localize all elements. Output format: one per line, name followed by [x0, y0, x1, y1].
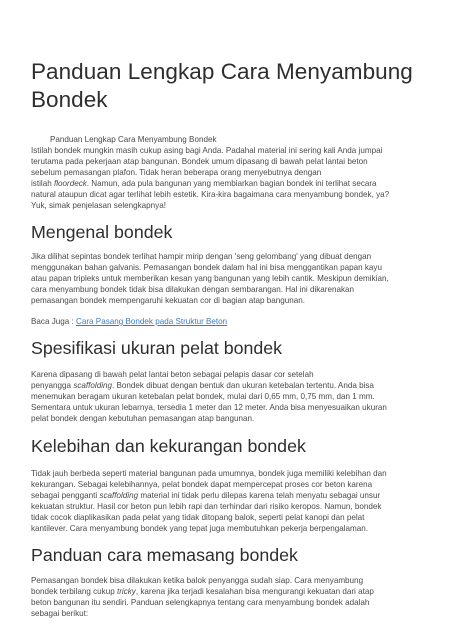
- section-heading-mengenal: Mengenal bondek: [31, 222, 173, 242]
- intro-first-line: Panduan Lengkap Cara Menyambung Bondek: [50, 135, 217, 144]
- body-line: Tidak jauh berbeda seperti material bangunan pada umumnya, bondek juga memiliki kelebihan dan: [31, 469, 387, 478]
- baca-juga-label: Baca Juga :: [31, 317, 76, 326]
- body-line: Pemasangan bondek bisa dilakukan ketika balok penyangga sudah siap. Cara menyambung: [31, 576, 364, 585]
- body-line: Sementara untuk ukuran lebarnya, tersedia 1 meter dan 12 meter. Anda bisa menyesuaikan ukuran: [31, 403, 387, 412]
- section-heading-panduan: Panduan cara memasang bondek: [31, 545, 298, 565]
- body-line: cara menyambung bondek tidak bisa dilakukan dengan sembarangan. Hal ini dikarenakan: [31, 285, 355, 294]
- body-line: Jika dilihat sepintas bondek terlihat hampir mirip dengan 'seng gelombang' yang dibuat dengan: [31, 252, 372, 261]
- intro-line: natural ataupun dicat agar terlihat lebih estetik. Kira-kira bagaimana cara menyambung bondek, ya?: [31, 190, 390, 199]
- body-line: pemasangan bondek mempengaruhi kekuatan cor di bagian atap bangunan.: [31, 296, 306, 305]
- section-body-mengenal: [31, 251, 443, 306]
- body-line: menemukan beragam ukuran ketebalan pelat bondek, mulai dari 0,65 mm, 0,75 mm, dan 1 mm.: [31, 392, 375, 401]
- section-heading-kelebihan: Kelebihan dan kekurangan bondek: [31, 436, 306, 456]
- intro-line: Yuk, simak penjelasan selengkapnya!: [31, 201, 166, 210]
- body-line: tidak cocok diaplikasikan pada pelat yang tidak ditopang balok, seperti pelat kanopi dan pelat: [31, 513, 365, 522]
- body-line: sebagai pengganti scaffolding material ini tidak perlu dilepas karena telah menyatu sebagai unsur: [31, 491, 381, 500]
- body-line: kekuatan struktur. Hasil cor beton pun lebih rapi dan terhindar dari risiko keropos. Namun, bondek: [31, 502, 382, 511]
- section-heading-spesifikasi: Spesifikasi ukuran pelat bondek: [31, 338, 283, 358]
- body-line: menggunakan bahan galvanis. Pemasangan bondek dalam hal ini bisa menggantikan papan kayu: [31, 263, 382, 272]
- page-title: Panduan Lengkap Cara Menyambung Bondek: [31, 59, 413, 112]
- body-line: kantilever. Cara menyambung bondek yang tepat juga membutuhkan pekerja berpengalaman.: [31, 524, 369, 533]
- body-line: penyangga scaffolding. Bondek dibuat dengan bentuk dan ukuran ketebalan tertentu. Anda bisa: [31, 381, 374, 390]
- intro-line: sebelum pemasangan plafon. Tidak heran beberapa orang menyebutnya dengan: [31, 168, 322, 177]
- baca-juga: [31, 316, 443, 327]
- body-line: kekurangan. Sebagai kelebihannya, pelat bondek dapat mempercepat proses cor beton karena: [31, 480, 373, 489]
- body-line: pelat bondek dengan kebutuhan pemasangan atap bangunan.: [31, 414, 255, 423]
- body-line: atau papan tripleks untuk memberikan kesan yang bangunan yang lebih cantik. Meskipun demikian,: [31, 274, 389, 283]
- baca-juga-link[interactable]: Cara Pasang Bondek pada Struktur Beton: [76, 317, 228, 326]
- body-line: beton bangunan itu sendiri. Panduan selengkapnya tentang cara menyambung bondek adalah: [31, 598, 370, 607]
- body-line: sebagai berikut:: [31, 609, 89, 618]
- intro-paragraph: [31, 134, 443, 211]
- body-line: Karena dipasang di bawah pelat lantai beton sebagai pelapis dasar cor setelah: [31, 370, 314, 379]
- intro-line: istilah floordeck. Namun, ada pula bangunan yang membiarkan bagian bondek ini terlihat secara: [31, 179, 377, 188]
- section-body-kelebihan: [31, 468, 443, 534]
- section-body-spesifikasi: [31, 369, 443, 424]
- body-line: bondek terbilang cukup tricky, karena jika terjadi kesalahan bisa mengurangi kekuatan dari atap: [31, 587, 374, 596]
- section-body-panduan: [31, 575, 443, 619]
- intro-line: Istilah bondek mungkin masih cukup asing bagi Anda. Padahal material ini sering kali Anda jumpai: [31, 146, 383, 155]
- intro-line: terutama pada pekerjaan atap bangunan. Bondek umum dipasang di bawah pelat lantai beton: [31, 157, 368, 166]
